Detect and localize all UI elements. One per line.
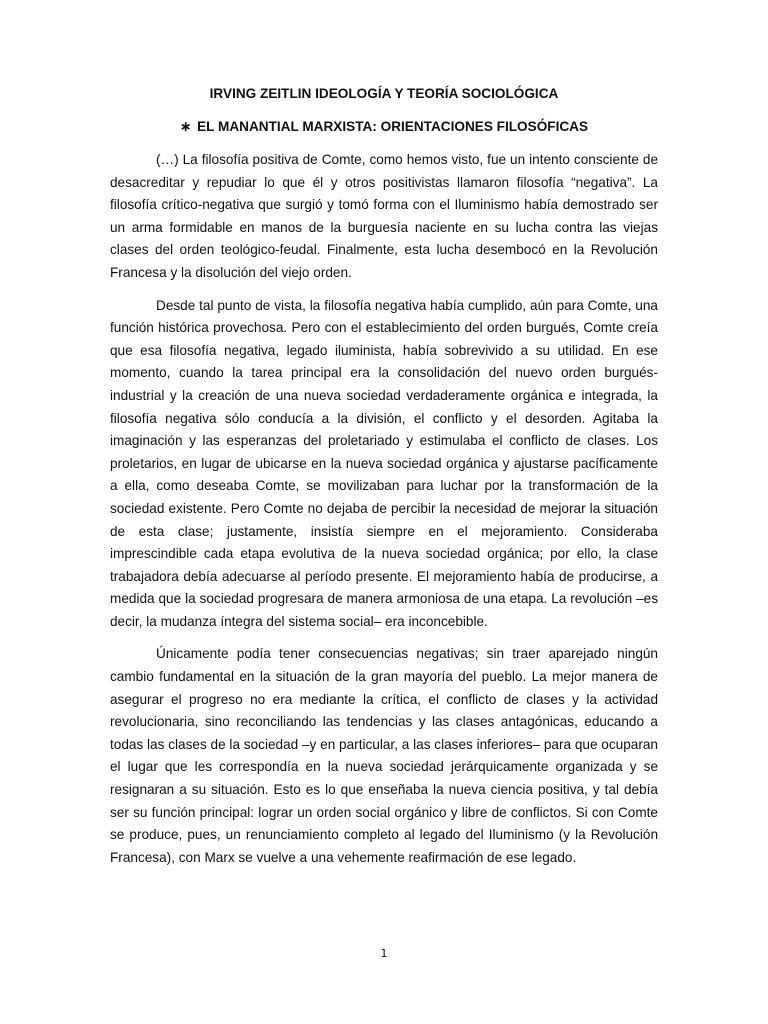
- section-heading-text: EL MANANTIAL MARXISTA: ORIENTACIONES FILOSÓFICAS: [197, 119, 589, 134]
- section-heading: [0, 118, 768, 136]
- page-number: 1: [380, 947, 388, 960]
- paragraph-2: Desde tal punto de vista, la filosofía negativa había cumplido, aún para Comte, una función histórica provechosa. Pero con el establecimiento del orden burgués, Comte creía que esa filosofía negativa, legado iluminista, había sobrevivido a su utilidad. En ese momento, cuando la tarea principal era la consolidación del nuevo orden burgués-industrial y la creación de una nueva sociedad verdaderamente orgánica e integrada, la filosofía negativa sólo conducía a la división, el conflicto y el desorden. Agitaba la imaginación y las esperanzas del proletariado y estimulaba el conflicto de clases. Los proletarios, en lugar de ubicarse en la nueva sociedad orgánica y ajustarse pacíficamente a ella, como deseaba Comte, se movilizaban para luchar por la transformación de la sociedad existente. Pero Comte no dejaba de percibir la necesidad de mejorar la situación de esta clase; justamente, insistía siempre en el mejoramiento. Consideraba imprescindible cada etapa evolutiva de la nueva sociedad orgánica; por ello, la clase trabajadora debía adecuarse al período presente. El mejoramiento había de producirse, a medida que la sociedad progresara de manera armoniosa de una etapa. La revolución –es decir, la mudanza íntegra del sistema social– era inconcebible.: [110, 297, 658, 629]
- paragraph-3: Únicamente podía tener consecuencias negativas; sin traer aparejado ningún cambio fundamental en la situación de la gran mayoría del pueblo. La mejor manera de asegurar el progreso no era mediante la crítica, el conflicto de clases y la actividad revolucionaria, sino reconciliando las tendencias y las clases antagónicas, educando a todas las clases de la sociedad –y en particular, a las clases inferiores– para que ocuparan el lugar que les correspondía en la nueva sociedad jerárquicamente organizada y se resignaran a su situación. Esto es lo que enseñaba la nueva ciencia positiva, y tal debía ser su función principal: lograr un orden social orgánico y libre de conflictos. Si con Comte se produce, pues, un renunciamiento completo al legado del Iluminismo (y la Revolución Francesa), con Marx se vuelve a una vehemente reafirmación de ese legado.: [110, 646, 658, 865]
- document-body: [110, 149, 658, 879]
- document-title: IRVING ZEITLIN IDEOLOGÍA Y TEORÍA SOCIOLÓGICA: [209, 86, 559, 101]
- footnote-marker: ∗: [179, 119, 192, 134]
- paragraph-1: (…) La filosofía positiva de Comte, como hemos visto, fue un intento consciente de desacreditar y repudiar lo que él y otros positivistas llamaron filosofía “negativa”. La filosofía crítico-negativa que surgió y tomó forma con el Iluminismo había demostrado ser un arma formidable en manos de la burguesía naciente en su lucha contra las viejas clases del orden teológico-feudal. Finalmente, esta lucha desembocó en la Revolución Francesa y la disolución del viejo orden.: [110, 152, 658, 280]
